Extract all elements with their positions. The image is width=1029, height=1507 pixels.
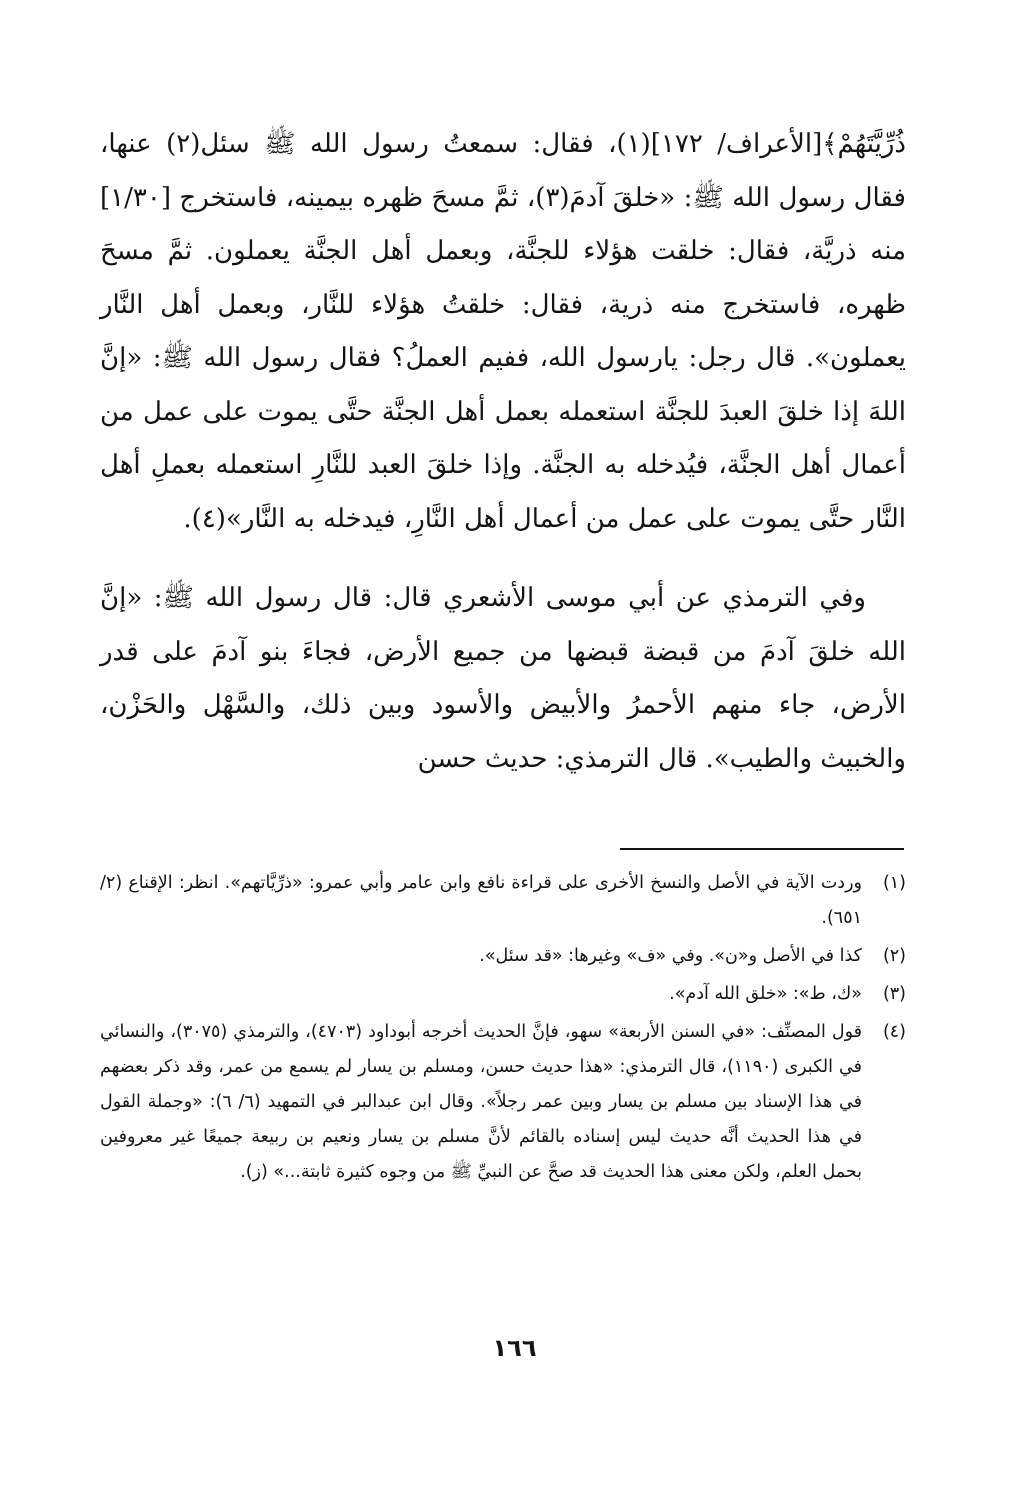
footnote-number: (٢) [882,946,906,966]
footnote-1 [100,866,906,936]
footnote-number: (٤) [882,1022,906,1042]
footnote-text: كذا في الأصل و«ن». وفي «ف» وغيرها: «قد سئل». [479,946,862,966]
footnote-text: قول المصنِّف: «في السنن الأربعة» سهو، فإنَّ الحديث أخرجه أبوداود (٤٧٠٣)، والترمذي (٣٠٧٥)، والنسائي في الكبرى (١١٩٠)، قال الترمذي: «هذا حديث حسن، ومسلم بن يسار لم يسمع من عمر، وقد ذكر بعضهم في هذا الإسناد بين مسلم بن يسار وبين عمر رجلاً». وقال ابن عبدالبر في التمهيد (٦/ ٦): «وجملة القول في هذا الحديث أنَّه حديث ليس إسناده بالقائم لأنَّ مسلم بن يسار ونعيم بن ربيعة جميعًا غير معروفين بحمل العلم، ولكن معنى هذا الحديث قد صحَّ عن النبيِّ ﷺ من وجوه كثيرة ثابتة...» (ز). [100,1022,863,1182]
footnotes [100,866,906,1193]
footnote-separator [620,848,904,850]
footnote-number: (١) [882,873,906,893]
footnote-4 [100,1015,906,1190]
footnote-3 [100,977,906,1012]
paragraph-1: ذُرِّيَّتَهُمْ﴾[الأعراف/ ١٧٢](١)، فقال: سمعتُ رسول الله ﷺ سئل(٢) عنها، فقال رسول الله ﷺ: «خلقَ آدمَ(٣)، ثمَّ مسحَ ظهره بيمينه، فاستخرج [١/٣٠] منه ذريَّة، فقال: خلقت هؤلاء للجنَّة، وبعمل أهل الجنَّة يعملون. ثمَّ مسحَ ظهره، فاستخرج منه ذرية، فقال: خلقتُ هؤلاء للنَّار، وبعمل أهل النَّار يعملون». قال رجل: يارسول الله، ففيم العملُ؟ فقال رسول الله ﷺ: «إنَّ اللهَ إذا خلقَ العبدَ للجنَّة استعمله بعمل أهل الجنَّة حتَّى يموت على عمل من أعمال أهل الجنَّة، فيُدخله به الجنَّة. وإذا خلقَ العبد للنَّارِ استعمله بعملِ أهل النَّار حتَّى يموت على عمل من أعمال أهل النَّارِ، فيدخله به النَّار»(٤). [100,129,906,534]
footnote-text: «ك، ط»: «خلق الله آدم». [669,984,862,1004]
footnote-number: (٣) [882,984,906,1004]
page-number: ١٦٦ [492,1334,537,1362]
footnote-2 [100,939,906,974]
main-text [100,118,906,786]
footnote-text: وردت الآية في الأصل والنسخ الأخرى على قراءة نافع وابن عامر وأبي عمرو: «ذرِّيَّاتهم». انظر: الإقناع (٢/ ٦٥١). [100,873,862,928]
paragraph-2: وفي الترمذي عن أبي موسى الأشعري قال: قال رسول الله ﷺ: «إنَّ الله خلقَ آدمَ من قبضة قبضها من جميع الأرض، فجاءَ بنو آدمَ على قدر الأرض، جاء منهم الأحمرُ والأبيض والأسود وبين ذلك، والسَّهْل والحَزْن، والخبيث والطيب». قال الترمذي: حديث حسن [100,583,906,774]
